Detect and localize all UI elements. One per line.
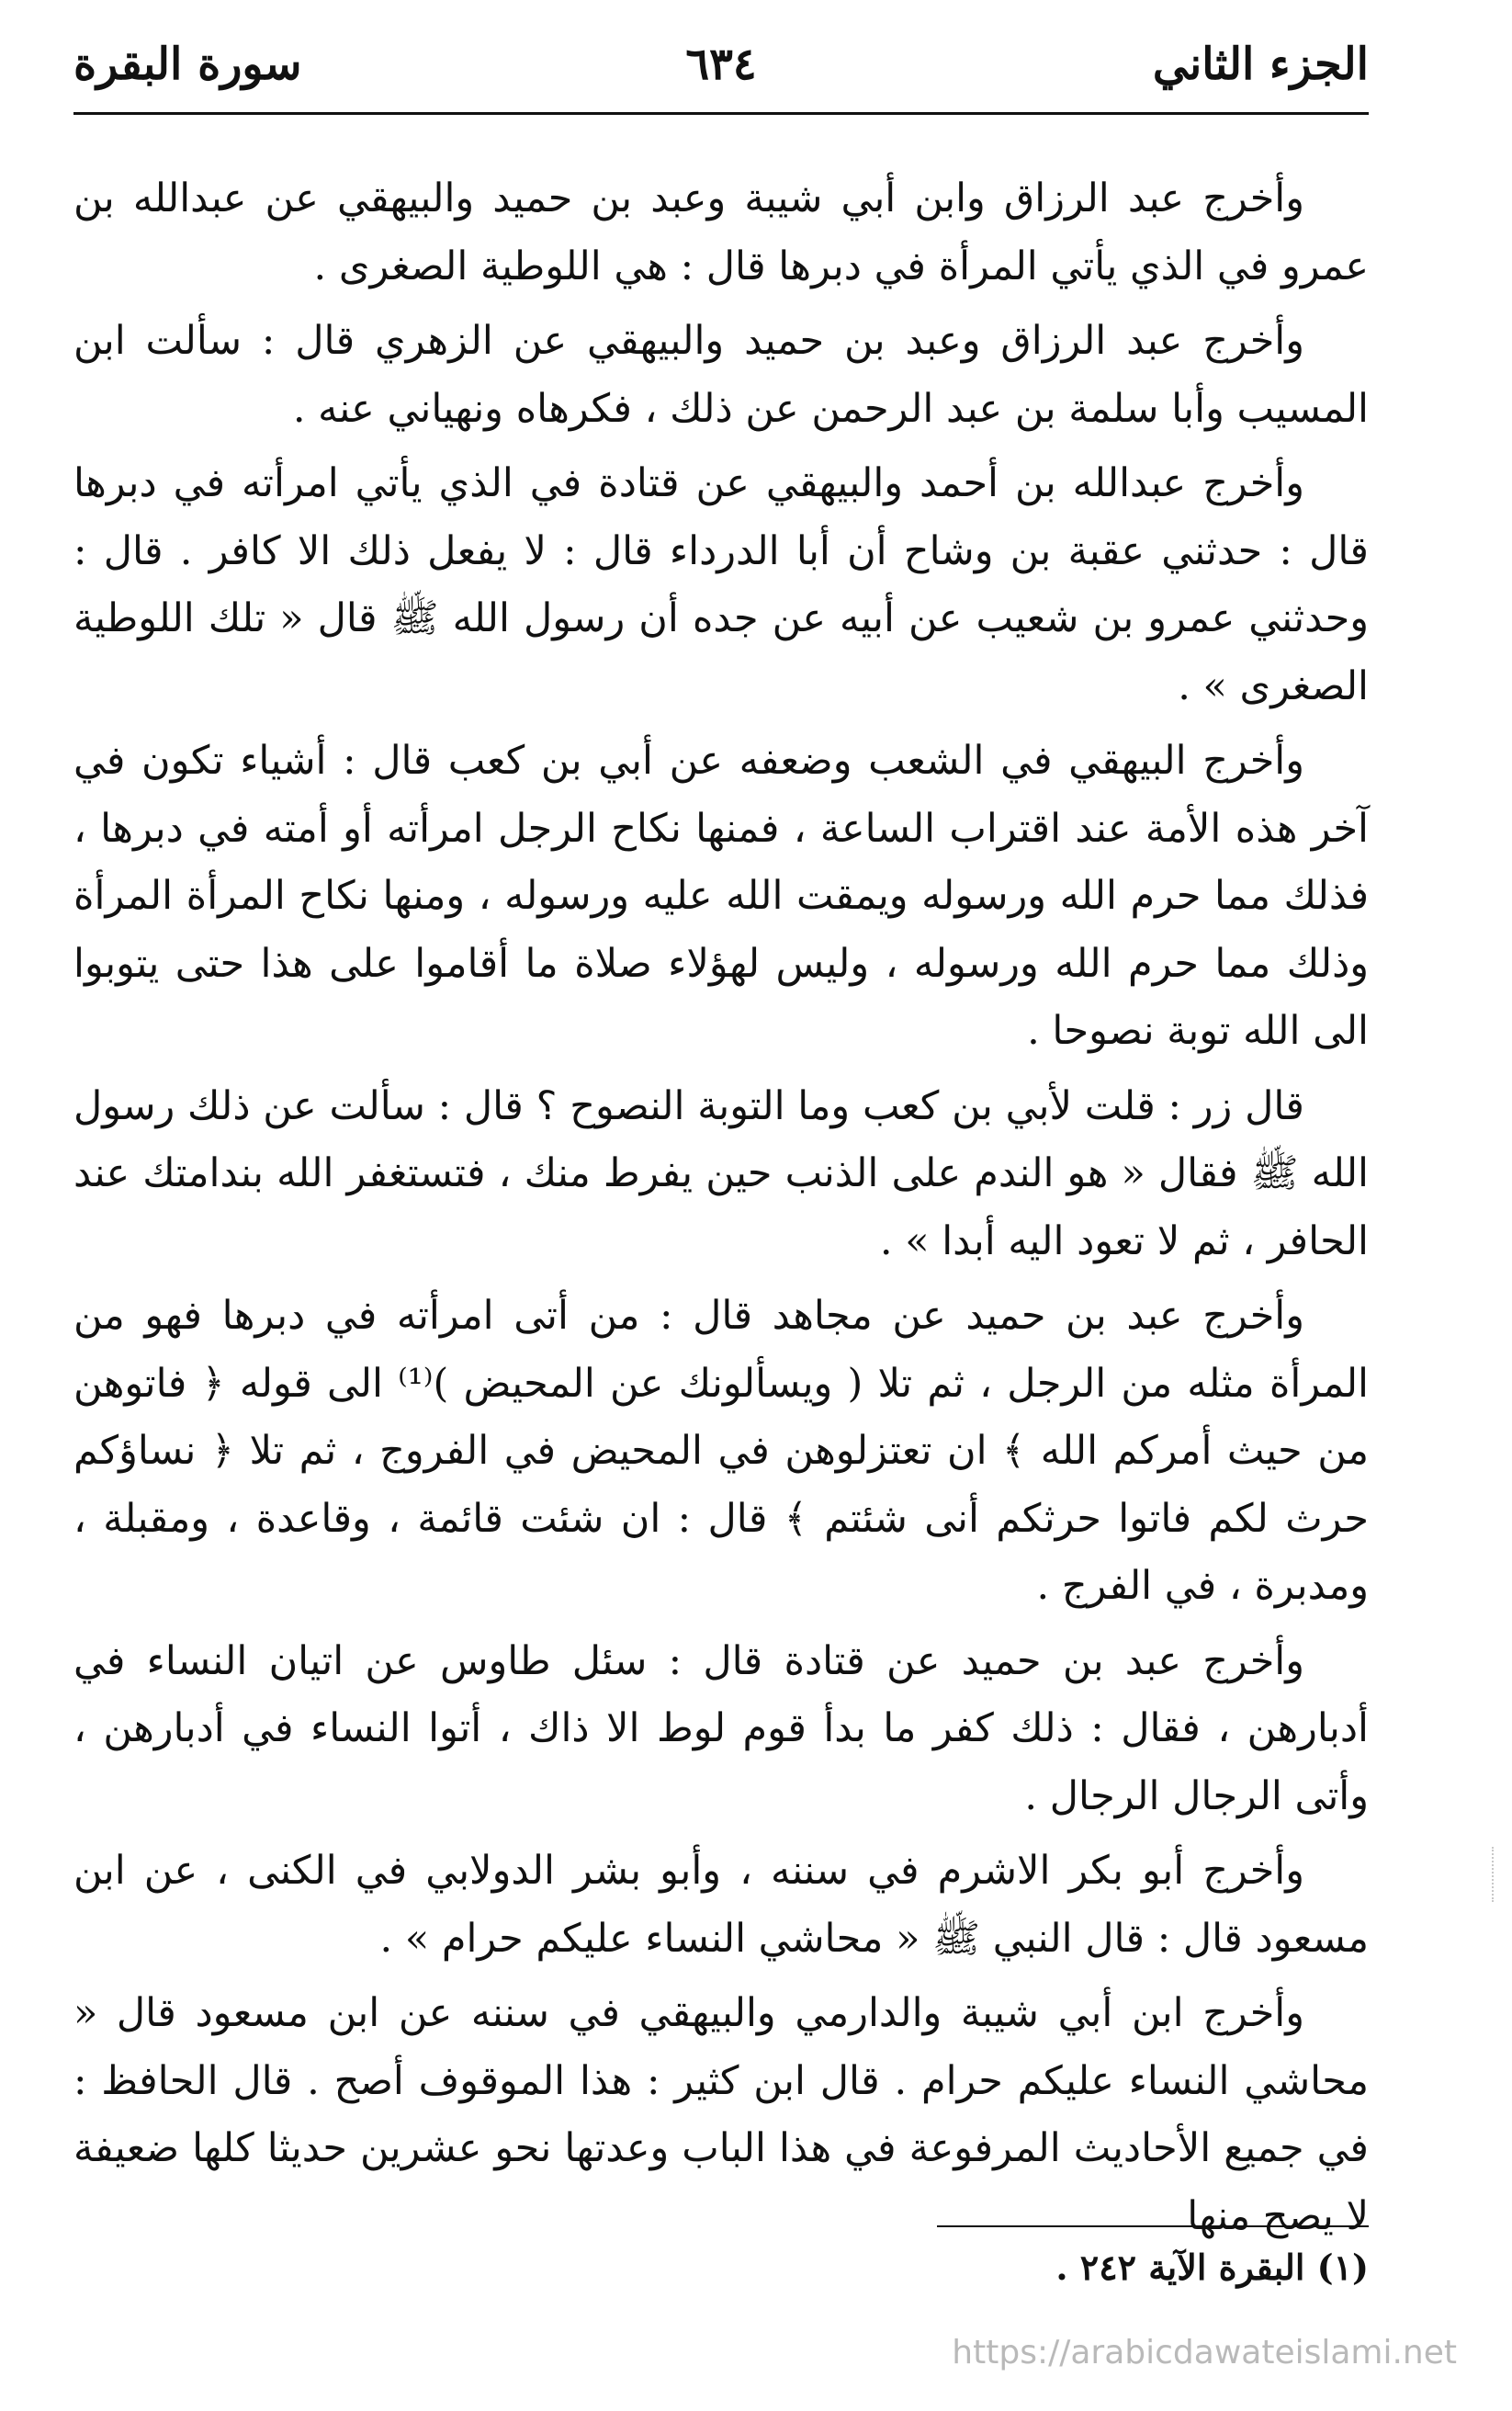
paragraph: وأخرج عبد بن حميد عن مجاهد قال : من أتى امرأته في دبرها فهو من المرأة مثله من الرجل ، ثم تلا ( ويسألونك عن المحيض )⁽¹⁾ الى قوله ﴿ فاتوهن من حيث أمركم الله ﴾ ان تعتزلوهن في المحيض في الفروج ، ثم تلا ﴿ نساؤكم حرث لكم فاتوا حرثكم أنى شئتم ﴾ قال : ان شئت قائمة ، وقاعدة ، ومقبلة ، ومدبرة ، في الفرج . — [73, 1293, 1369, 1609]
footnote: (١) البقرة الآية ٢٤٢ . — [1055, 2247, 1369, 2288]
watermark-url: https://arabicdawateislami.net — [952, 2334, 1457, 2371]
paragraph: وأخرج أبو بكر الاشرم في سننه ، وأبو بشر الدولابي في الكنى ، عن ابن مسعود قال : قال النبي ﷺ « محاشي النساء عليكم حرام » . — [73, 1848, 1369, 1962]
footnote-divider — [937, 2225, 1369, 2227]
paragraph: وأخرج عبدالله بن أحمد والبيهقي عن قتادة في الذي يأتي امرأته في دبرها قال : حدثني عقبة بن وشاح أن أبا الدرداء قال : لا يفعل ذلك الا كافر . قال : وحدثني عمرو بن شعيب عن أبيه عن جده أن رسول الله ﷺ قال « تلك اللوطية الصغرى » . — [73, 460, 1369, 709]
page-number: ٦٣٤ — [685, 39, 757, 90]
scan-edge-specks — [1479, 1847, 1494, 1902]
page-header — [73, 28, 1369, 101]
paragraph: وأخرج عبد الرزاق وعبد بن حميد والبيهقي عن الزهري قال : سألت ابن المسيب وأبا سلمة بن عبد الرحمن عن ذلك ، فكرهاه ونهياني عنه . — [73, 318, 1369, 432]
part-title: الجزء الثاني — [1152, 39, 1369, 90]
paragraph: وأخرج عبد الرزاق وابن أبي شيبة وعبد بن حميد والبيهقي عن عبدالله بن عمرو في الذي يأتي المرأة في دبرها قال : هي اللوطية الصغرى . — [73, 175, 1369, 289]
body-text — [73, 165, 1369, 2258]
paragraph: قال زر : قلت لأبي بن كعب وما التوبة النصوح ؟ قال : سألت عن ذلك رسول الله ﷺ فقال « هو الندم على الذنب حين يفرط منك ، فتستغفر الله بندامتك عند الحافر ، ثم لا تعود اليه أبدا » . — [73, 1082, 1369, 1264]
paragraph: وأخرج ابن أبي شيبة والدارمي والبيهقي في سننه عن ابن مسعود قال « محاشي النساء عليكم حرام . قال ابن كثير : هذا الموقوف أصح . قال الحافظ : في جميع الأحاديث المرفوعة في هذا الباب وعدتها نحو عشرين حديثا كلها ضعيفة لا يصح منها — [73, 1990, 1369, 2239]
header-divider — [73, 112, 1369, 115]
paragraph: وأخرج البيهقي في الشعب وضعفه عن أبي بن كعب قال : أشياء تكون في آخر هذه الأمة عند اقتراب الساعة ، فمنها نكاح الرجل امرأته أو أمته في دبرها ، فذلك مما حرم الله ورسوله ويمقت الله عليه ورسوله ، ومنها نكاح المرأة المرأة وذلك مما حرم الله ورسوله ، وليس لهؤلاء صلاة ما أقاموا على هذا حتى يتوبوا الى الله توبة نصوحا . — [73, 738, 1369, 1054]
book-page — [73, 28, 1369, 2380]
surah-title: سورة البقرة — [73, 39, 302, 90]
paragraph: وأخرج عبد بن حميد عن قتادة قال : سئل طاوس عن اتيان النساء في أدبارهن ، فقال : ذلك كفر ما بدأ قوم لوط الا ذاك ، أتوا النساء في أدبارهن ، وأتى الرجال الرجال . — [73, 1637, 1369, 1819]
